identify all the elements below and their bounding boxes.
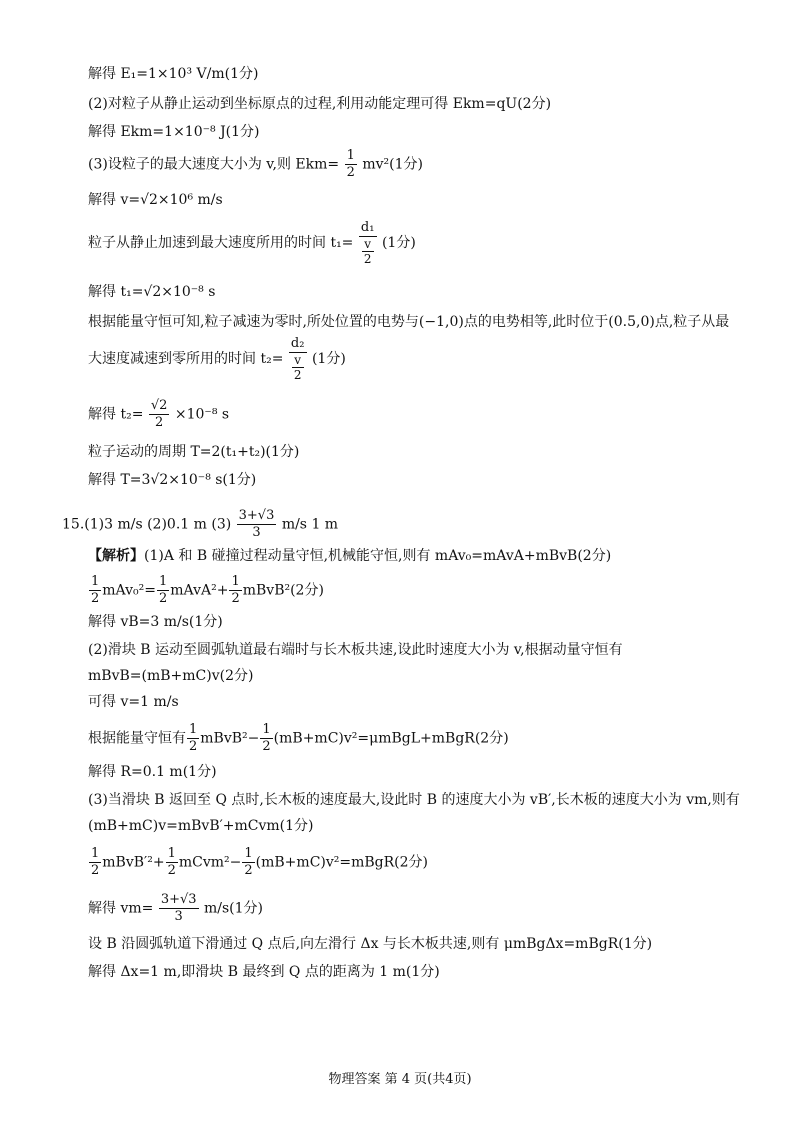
text-segment: mv²(1分) [362, 156, 423, 173]
fraction-3-plus-sqrt3-over-3 [159, 892, 199, 925]
denominator: 2 [158, 591, 168, 606]
denominator [359, 237, 377, 266]
line-solve-v-common: 可得 v=1 m/s [88, 694, 179, 710]
numerator: 1 [262, 722, 271, 737]
line-solve-v: 解得 v=√2×10⁶ m/s [88, 192, 223, 208]
text-segment: mCvm²− [178, 854, 242, 871]
line-momentum-equation-2: (mB+mC)v=mBvB′+mCvm(1分) [88, 818, 314, 834]
line-part3-max-speed [88, 148, 423, 181]
text-segment: 粒子从静止加速到最大速度所用的时间 t₁= [88, 235, 354, 251]
line-solve-vm [88, 892, 263, 925]
text-segment: (3)设粒子的最大速度大小为 v,则 Ekm= [88, 156, 340, 173]
fraction-one-half [157, 574, 169, 607]
denominator: 2 [91, 863, 100, 878]
text-segment: 解得 t₂= [88, 406, 144, 423]
line-energy-equation-3 [88, 846, 428, 879]
line-analysis-part1 [88, 546, 611, 566]
line-solve-e1: 解得 E₁=1×10³ V/m(1分) [88, 66, 259, 82]
text-segment: 大速度减速到零所用的时间 t₂= [88, 351, 284, 367]
line-solve-ekm: 解得 Ekm=1×10⁻⁸ J(1分) [88, 124, 260, 140]
line-energy-equation-1 [88, 574, 324, 607]
text-segment: mBvB²(2分) [242, 582, 324, 599]
text-segment: 解得 vm= [88, 900, 154, 917]
text-segment: 根据能量守恒有 [88, 730, 186, 747]
denominator: 2 [363, 252, 372, 266]
line-solve-vb: 解得 vB=3 m/s(1分) [88, 614, 223, 630]
text-segment: m/s(1分) [204, 900, 264, 917]
line-solve-t2 [88, 398, 229, 431]
line-solve-r: 解得 R=0.1 m(1分) [88, 764, 217, 780]
line-part3-max-velocity: (3)当滑块 B 返回至 Q 点时,长木板的速度最大,设此时 B 的速度大小为 vB′,长木板的速度大小为 vm,则有 [88, 792, 740, 808]
line-time-t2 [88, 336, 346, 382]
text-segment: mAv₀²= [102, 582, 156, 599]
numerator: 3+√3 [238, 508, 275, 523]
fraction-one-half [89, 574, 101, 607]
text-segment: (mB+mC)v²=μmBgL+mBgR(2分) [273, 730, 509, 747]
line-period: 粒子运动的周期 T=2(t₁+t₂)(1分) [88, 444, 300, 460]
numerator: v [292, 353, 304, 368]
fraction-one-half [345, 148, 357, 181]
numerator: 1 [346, 148, 355, 163]
denominator: 2 [244, 863, 253, 878]
fraction-one-half [260, 722, 272, 755]
numerator: v [362, 237, 374, 252]
question-15-answers [62, 508, 338, 541]
fraction-v-over-2 [292, 353, 304, 382]
text-segment: (mB+mC)v²=mBgR(2分) [255, 854, 429, 871]
line-solve-distance: 解得 Δx=1 m,即滑块 B 最终到 Q 点的距离为 1 m(1分) [88, 964, 440, 980]
fraction-one-half [242, 846, 254, 879]
numerator: 1 [189, 722, 198, 737]
denominator: 2 [262, 739, 271, 754]
numerator: 3+√3 [160, 892, 197, 907]
numerator: 1 [167, 846, 176, 861]
denominator: 2 [91, 591, 100, 606]
text-segment: mBvB′²+ [102, 854, 165, 871]
fraction-d2-over-v-half [289, 336, 307, 382]
line-part2-energy-theorem: (2)对粒子从静止运动到坐标原点的过程,利用动能定理可得 Ekm=qU(2分) [88, 96, 552, 112]
denominator: 2 [293, 368, 302, 382]
text-segment: (1)A 和 B 碰撞过程动量守恒,机械能守恒,则有 mAv₀=mAvA+mBvB(2分) [144, 548, 612, 564]
line-time-t1 [88, 220, 416, 266]
numerator: √2 [150, 398, 168, 413]
fraction-d1-over-v-half [359, 220, 377, 266]
line-part2-momentum: (2)滑块 B 运动至圆弧轨道最右端时与长木板共速,设此时速度大小为 v,根据动量守恒有 [88, 642, 623, 658]
text-segment: 15.(1)3 m/s (2)0.1 m (3) [62, 516, 232, 533]
line-solve-period: 解得 T=3√2×10⁻⁸ s(1分) [88, 472, 257, 488]
text-segment: (1分) [381, 235, 416, 251]
fraction-sqrt2-over-2 [149, 398, 170, 431]
denominator: 3 [252, 525, 261, 540]
line-solve-t1: 解得 t₁=√2×10⁻⁸ s [88, 284, 216, 300]
text-segment: mBvB²− [200, 730, 260, 747]
denominator: 2 [189, 739, 198, 754]
numerator: d₁ [359, 220, 377, 237]
line-energy-equation-2 [88, 722, 509, 755]
line-momentum-equation: mBvB=(mB+mC)v(2分) [88, 668, 254, 684]
numerator: 1 [231, 574, 240, 589]
fraction-one-half [166, 846, 178, 879]
fraction-v-over-2 [362, 237, 374, 266]
line-slide-distance: 设 B 沿圆弧轨道下滑通过 Q 点后,向左滑行 Δx 与长木板共速,则有 μmBgΔx=mBgR(1分) [88, 936, 653, 952]
fraction-one-half [229, 574, 241, 607]
text-segment: ×10⁻⁸ s [174, 406, 230, 423]
numerator: d₂ [289, 336, 307, 353]
text-segment: mAvA²+ [170, 582, 229, 599]
analysis-tag: 【解析】 [88, 548, 144, 564]
page-footer: 物理答案 第 4 页(共4页) [328, 1072, 472, 1087]
text-segment: m/s 1 m [281, 516, 339, 533]
denominator: 2 [231, 591, 240, 606]
line-energy-conservation: 根据能量守恒可知,粒子减速为零时,所处位置的电势与(−1,0)点的电势相等,此时位于(0.5,0)点,粒子从最 [88, 314, 730, 330]
numerator: 1 [91, 846, 100, 861]
denominator [289, 353, 307, 382]
fraction-one-half [89, 846, 101, 879]
denominator: 3 [174, 909, 183, 924]
denominator: 2 [346, 165, 355, 180]
numerator: 1 [91, 574, 100, 589]
fraction-3-plus-sqrt3-over-3 [237, 508, 277, 541]
text-segment: (1分) [311, 351, 346, 367]
numerator: 1 [244, 846, 253, 861]
denominator: 2 [155, 415, 164, 430]
fraction-one-half [187, 722, 199, 755]
denominator: 2 [167, 863, 176, 878]
numerator: 1 [158, 574, 168, 589]
